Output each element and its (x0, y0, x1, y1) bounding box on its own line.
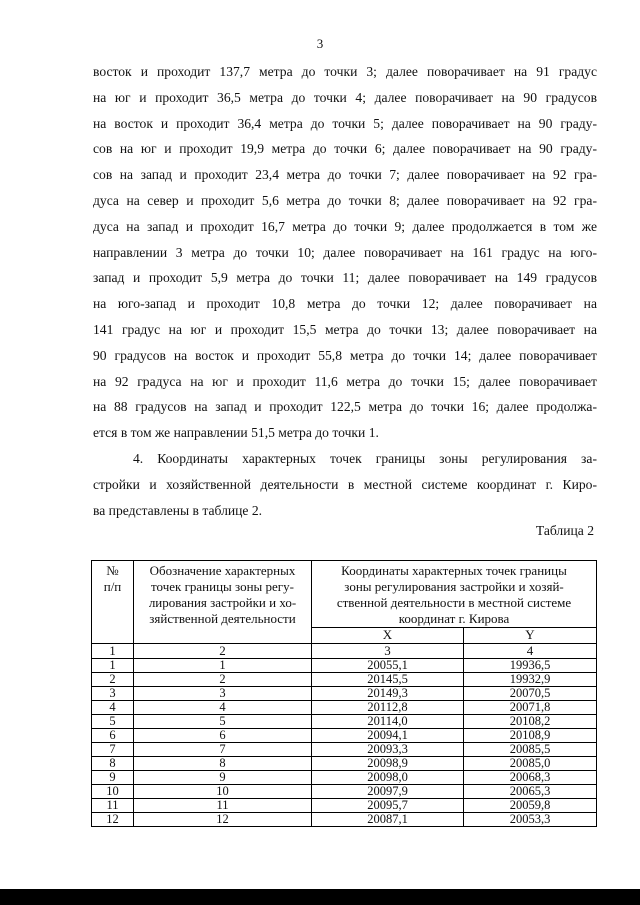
paragraph-line: стройки и хозяйственной деятельности в местной системе координат г. Киро- (93, 476, 597, 492)
page-number: 3 (316, 36, 324, 51)
table-row: 3 3 20149,3 20070,5 (92, 687, 597, 701)
table-row: 11 11 20095,7 20059,8 (92, 799, 597, 813)
paragraph-line: дуса на север и проходит 5,6 метра до точки 8; далее поворачивает на 92 гра- (93, 192, 597, 208)
coordinates-table (91, 560, 597, 827)
table-row: 10 10 20097,9 20065,3 (92, 785, 597, 799)
header-x: X (312, 628, 464, 644)
table-row: 7 7 20093,3 20085,5 (92, 743, 597, 757)
table-row: 2 2 20145,5 19932,9 (92, 673, 597, 687)
table-row: 6 6 20094,1 20108,9 (92, 729, 597, 743)
paragraph-line: дуса на запад и проходит 16,7 метра до точки 9; далее продолжается в том же (93, 218, 597, 234)
column-number-cell: 4 (464, 643, 597, 659)
paragraph-line: на 92 градуса на юг и проходит 11,6 метра до точки 15; далее поворачивает (93, 373, 597, 389)
paragraph-line: направлении 3 метра до точки 10; далее поворачивает на 161 градус на юго- (93, 244, 597, 260)
header-number: № п/п (92, 561, 134, 644)
scan-bottom-edge (0, 889, 640, 905)
table-row: 9 9 20098,0 20068,3 (92, 771, 597, 785)
header-coordinates: Координаты характерных точек границы зоны регулирования застройки и хозяй- ственной деятельности в местной системе координат г. Кирова (312, 561, 597, 628)
paragraph-line: ется в том же направлении 51,5 метра до точки 1. (93, 425, 379, 441)
table-row: 5 5 20114,0 20108,2 (92, 715, 597, 729)
header-y: Y (464, 628, 597, 644)
paragraph-line: 4. Координаты характерных точек границы зоны регулирования за- (133, 451, 597, 466)
boundary-description-paragraph (93, 59, 597, 446)
paragraph-line: сов на запад и проходит 23,4 метра до точки 7; далее поворачивает на 92 гра- (93, 167, 597, 183)
paragraph-line: ва представлены в таблице 2. (93, 502, 263, 518)
table-row: 4 4 20112,8 20071,8 (92, 701, 597, 715)
paragraph-line: на 88 градусов на запад и проходит 122,5 метра до точки 16; далее продолжа- (93, 399, 597, 415)
table-row: 8 8 20098,9 20085,0 (92, 757, 597, 771)
table-row: 1 1 20055,1 19936,5 (92, 659, 597, 673)
header-point-designation: Обозначение характерных точек границы зоны регу- лирования застройки и хо- зяйственной деятельности (134, 561, 312, 644)
paragraph-line: на восток и проходит 36,4 метра до точки 5; далее поворачивает на 90 граду- (93, 115, 597, 131)
paragraph-line: сов на юг и проходит 19,9 метра до точки 6; далее поворачивает на 90 граду- (93, 141, 597, 157)
paragraph-line: на юг и проходит 36,5 метра до точки 4; далее поворачивает на 90 градусов (93, 89, 597, 105)
table-row: 12 12 20087,1 20053,3 (92, 813, 597, 827)
column-number-cell: 3 (312, 643, 464, 659)
column-number-cell: 1 (92, 643, 134, 659)
coordinates-intro-paragraph (93, 446, 597, 523)
paragraph-line: восток и проходит 137,7 метра до точки 3; далее поворачивает на 91 градус (93, 64, 597, 79)
paragraph-line: 90 градусов на восток и проходит 55,8 метра до точки 14; далее поворачивает (93, 347, 597, 363)
paragraph-line: 141 градус на юг и проходит 15,5 метра до точки 13; далее поворачивает на (93, 321, 597, 337)
column-number-cell: 2 (134, 643, 312, 659)
table-caption: Таблица 2 (535, 523, 594, 538)
paragraph-line: запад и проходит 5,9 метра до точки 11; далее поворачивает на 149 градусов (93, 270, 597, 286)
paragraph-line: на юго-запад и проходит 10,8 метра до точки 12; далее поворачивает на (93, 296, 597, 312)
